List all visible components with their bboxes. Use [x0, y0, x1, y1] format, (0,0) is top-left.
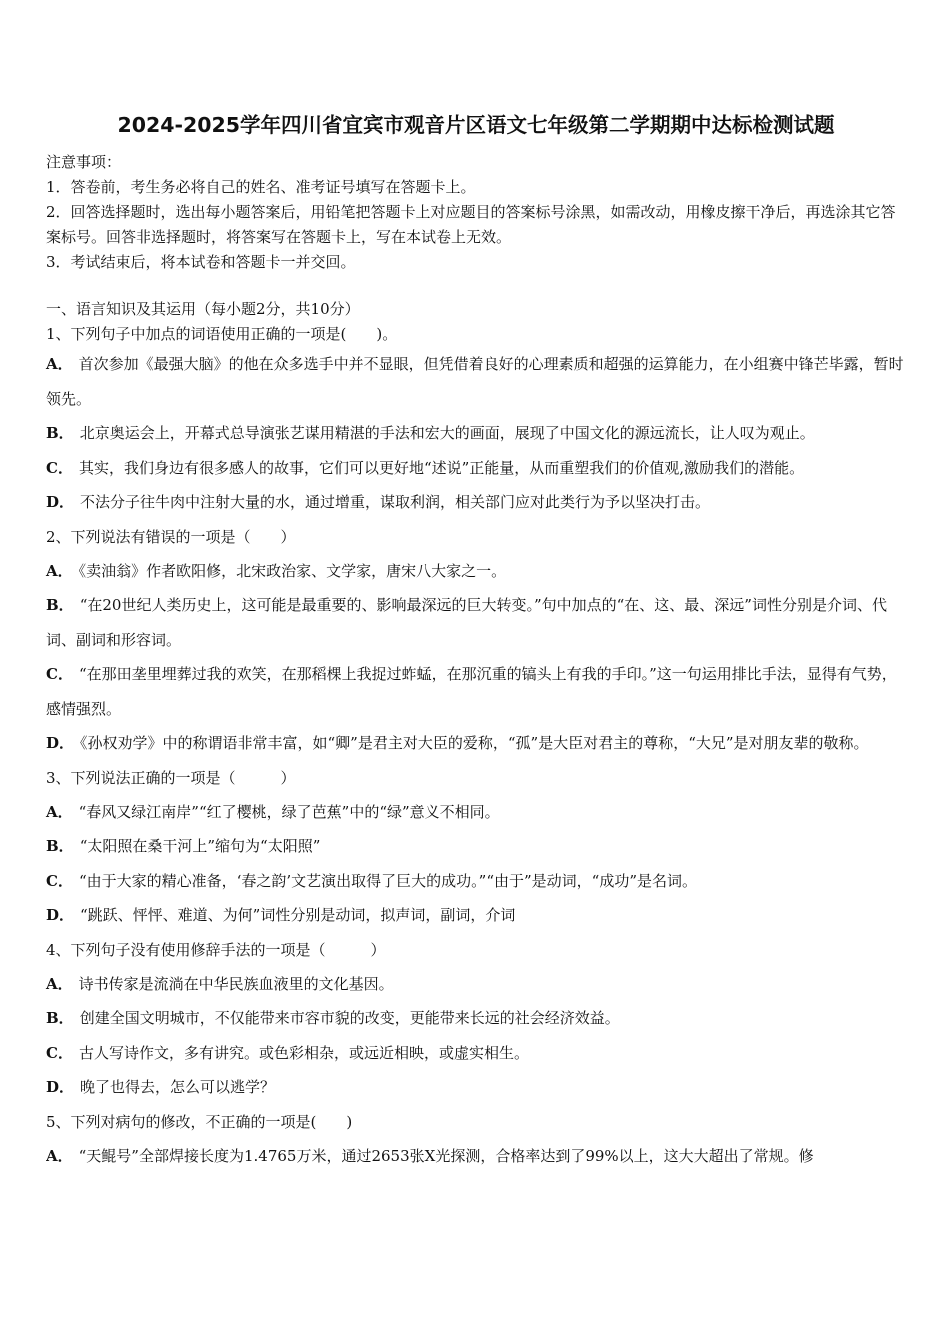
spacer [46, 275, 906, 297]
option-text: 首次参加《最强大脑》的他在众多选手中并不显眼，但凭借着良好的心理素质和超强的运算能力，在小组赛中锋芒毕露，暂时领先。 [46, 355, 904, 408]
option-text: 创建全国文明城市，不仅能带来市容市貌的改变，更能带来长远的社会经济效益。 [79, 1009, 620, 1027]
section-heading: 一、语言知识及其运用（每小题2分，共10分） [46, 300, 360, 318]
option [46, 726, 906, 761]
notice-item: 1．答卷前，考生务必将自己的姓名、准考证号填写在答题卡上。 [46, 178, 476, 196]
option [46, 588, 906, 657]
notice-heading: 注意事项： [46, 153, 122, 171]
option [46, 1070, 906, 1105]
option-text: 古人写诗作文，多有讲究。或色彩相杂，或远近相映，或虚实相生。 [78, 1043, 529, 1062]
option [46, 657, 906, 726]
option-text: 北京奥运会上，开幕式总导演张艺谋用精湛的手法和宏大的画面，展现了中国文化的源远流长，让人叹为观止。 [79, 424, 815, 442]
option-letter: B． [46, 1009, 74, 1027]
notice-item: 2．回答选择题时，选出每小题答案后，用铅笔把答题卡上对应题目的答案标号涂黑，如需改动，用橡皮擦干净后，再选涂其它答案标号。回答非选择题时，将答案写在答题卡上，写在本试卷上无效。 [46, 203, 896, 246]
option-text: “由于大家的精心准备，‘春之韵’文艺演出取得了巨大的成功。”“由于”是动词，“成功”是名词。 [78, 871, 698, 890]
option-letter: B． [46, 596, 74, 614]
question-stem: 4、下列句子没有使用修辞手法的一项是（ ） [46, 940, 386, 959]
option-letter: B． [46, 424, 74, 442]
option-letter: D． [46, 734, 75, 752]
option-letter: D． [46, 906, 75, 924]
option [46, 898, 906, 933]
option-letter: B． [46, 837, 74, 855]
option [46, 451, 906, 486]
option-letter: D． [46, 1078, 75, 1096]
option [46, 829, 906, 864]
option [46, 1001, 906, 1036]
question-stem: 3、下列说法正确的一项是（ ） [46, 768, 296, 787]
option-letter: A． [46, 802, 73, 821]
option-letter: C． [46, 871, 73, 890]
option-letter: C． [46, 665, 73, 683]
option-text: “春风又绿江南岸”“红了樱桃，绿了芭蕉”中的“绿”意义不相同。 [78, 802, 500, 821]
option-letter: A． [46, 1146, 73, 1165]
option-letter: A． [46, 974, 73, 993]
page-title: 2024-2025学年四川省宜宾市观音片区语文七年级第二学期期中达标检测试题 [117, 113, 835, 137]
question-stem: 1、下列句子中加点的词语使用正确的一项是( )。 [46, 325, 398, 343]
option-text: 不法分子往牛肉中注射大量的水，通过增重，谋取利润，相关部门应对此类行为予以坚决打击。 [80, 493, 711, 511]
option [46, 554, 906, 589]
option-text: 晚了也得去，怎么可以逃学？ [80, 1078, 276, 1096]
exam-page [46, 108, 906, 1173]
option-letter: C． [46, 458, 73, 477]
option-text: “太阳照在桑干河上”缩句为“太阳照” [79, 837, 321, 855]
option [46, 1036, 906, 1071]
option-text: 《卖油翁》作者欧阳修，北宋政治家、文学家，唐宋八大家之一。 [78, 561, 507, 580]
option-letter: C． [46, 1043, 73, 1062]
option-text: “在20世纪人类历史上，这可能是最重要的、影响最深远的巨大转变。”句中加点的“在、这、最、深远”词性分别是介词、代词、副词和形容词。 [46, 596, 887, 649]
option-text: 其实，我们身边有很多感人的故事，它们可以更好地“述说”正能量，从而重塑我们的价值观,激励我们的潜能。 [78, 458, 805, 477]
question-stem: 2、下列说法有错误的一项是（ ） [46, 527, 296, 546]
option-text: 诗书传家是流淌在中华民族血液里的文化基因。 [78, 974, 394, 993]
option-text: “在那田垄里埋葬过我的欢笑，在那稻棵上我捉过蚱蜢，在那沉重的镐头上有我的手印。”这一句运用排比手法，显得有气势，感情强烈。 [46, 665, 897, 718]
option [46, 864, 906, 899]
option-text: “天鲲号”全部焊接长度为1.4765万米，通过2653张X光探测，合格率达到了99%以上，这大大超出了常规。修 [78, 1146, 814, 1165]
option-letter: D． [46, 493, 75, 511]
option [46, 967, 906, 1002]
option-letter: A． [46, 561, 73, 580]
question-stem: 5、下列对病句的修改，不正确的一项是( ) [46, 1112, 353, 1131]
option [46, 347, 906, 416]
option-letter: A． [46, 355, 73, 373]
option [46, 416, 906, 451]
option-text: “跳跃、怦怦、难道、为何”词性分别是动词，拟声词，副词，介词 [80, 906, 516, 924]
option-text: 《孙权劝学》中的称谓语非常丰富，如“卿”是君主对大臣的爱称，“孤”是大臣对君主的尊称，“大兄”是对朋友辈的敬称。 [80, 734, 869, 752]
notice-item: 3．考试结束后，将本试卷和答题卡一并交回。 [46, 253, 356, 271]
option [46, 485, 906, 520]
option [46, 795, 906, 830]
option [46, 1139, 906, 1174]
